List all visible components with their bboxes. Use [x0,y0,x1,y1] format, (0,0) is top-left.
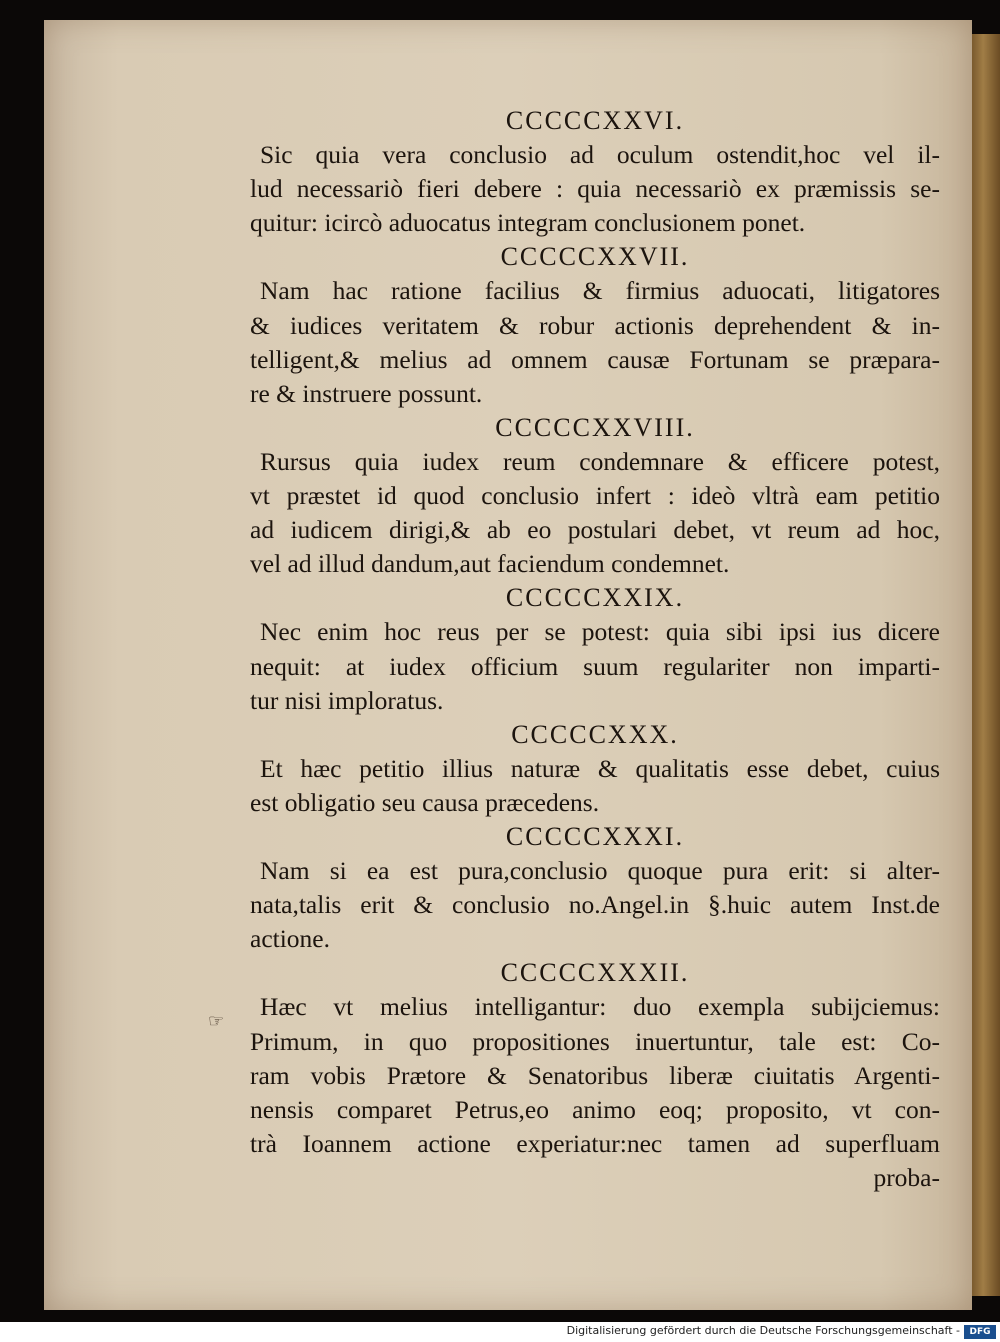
text-line: ad iudicem dirigi,& ab eo postulari debet, vt reum ad hoc, [250,515,940,545]
catchword: proba- [873,1162,940,1192]
dfg-logo: DFG [964,1325,996,1339]
text-line: nensis comparet Petrus,eo animo eoq; proposito, vt con- [250,1094,940,1124]
text-line: & iudices veritatem & robur actionis deprehendent & in- [250,310,940,340]
text-line: nequit: at iudex officium suum regulariter non imparti- [250,651,940,681]
text-line: Sic quia vera conclusio ad oculum ostendit,hoc vel il- [260,140,940,170]
text-line: trà Ioannem actione experiatur:nec tamen ad superfluam [250,1128,940,1158]
text-line: re & instruere possunt. [250,378,483,408]
text-line: est obligatio seu causa præcedens. [250,787,600,817]
text-line: Hæc vt melius intelligantur: duo exempla subijciemus: [260,992,940,1022]
text-line: telligent,& melius ad omnem causæ Fortunam se præpara- [250,344,940,374]
marginal-mark [208,1010,248,1032]
page-edge [972,34,1000,1296]
section-heading: CCCCCXXXII. [500,958,690,988]
section-heading: CCCCCXXIX. [505,583,685,613]
footer-bar [0,1322,1000,1342]
text-line: nata,talis erit & conclusio no.Angel.in §.huic autem Inst.de [250,890,940,920]
text-line: Nam si ea est pura,conclusio quoque pura erit: si alter- [260,856,940,886]
text-line: Et hæc petitio illius naturæ & qualitatis esse debet, cuius [260,753,940,783]
text-line: actione. [250,924,330,954]
section-heading: CCCCCXXVIII. [495,412,695,442]
text-line: ram vobis Prætore & Senatoribus liberæ ciuitatis Argenti- [250,1060,940,1090]
text-line: Primum, in quo propositiones inuertuntur, tale est: Co- [250,1026,940,1056]
text-line: tur nisi imploratus. [250,685,444,715]
section-heading: CCCCCXXVI. [505,106,685,135]
text-line: Nec enim hoc reus per se potest: quia sibi ipsi ius dicere [260,617,940,647]
section-heading: CCCCCXXVII. [500,242,690,272]
text-line: Rursus quia iudex reum condemnare & efficere potest, [260,446,940,476]
text-line: vt præstet id quod conclusio infert : ideò vltrà eam petitio [250,481,940,511]
text-line: Nam hac ratione facilius & firmius aduocati, litigatores [260,276,940,306]
footer-credit: Digitalisierung gefördert durch die Deutsche Forschungsgemeinschaft - [566,1324,960,1337]
section-heading: CCCCCXXXI. [505,821,685,851]
text-line: lud necessariò fieri debere : quia necessariò ex præmissis se- [250,174,940,204]
pointing-hand-icon: ☞ [208,1011,225,1031]
section-heading: CCCCCXXX. [511,719,679,749]
text-block [250,104,940,1195]
text-line: vel ad illud dandum,aut faciendum condemnet. [250,549,730,579]
text-line: quitur: icircò aduocatus integram conclusionem ponet. [250,208,806,238]
